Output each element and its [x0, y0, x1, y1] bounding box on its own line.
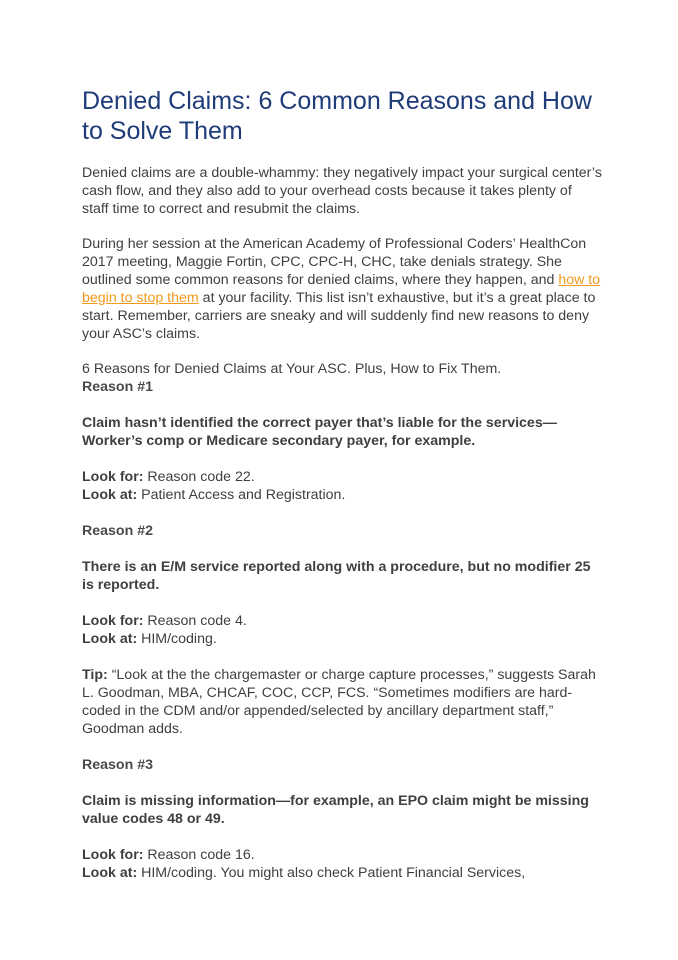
reason-3-look-for-value: Reason code 16. [143, 847, 255, 863]
stop-denials-link[interactable]: how to begin to stop them [82, 272, 601, 306]
reason-1-claim: Claim hasn’t identified the correct payer that’s liable for the services—Worker’s comp or Medicare secondary payer, for example. [82, 415, 557, 449]
intro-paragraph: Denied claims are a double-whammy: they negatively impact your surgical center’s cash flow, and they also add to your overhead costs because it takes plenty of staff time to correct and resubmit the claims. [82, 165, 602, 217]
reason-2-look-for [82, 612, 602, 630]
look-at-label: Look at: [82, 487, 138, 503]
reason-2-tip [82, 666, 602, 738]
reason-3-look-at-value: HIM/coding. You might also check Patient Financial Services, [137, 865, 526, 881]
tip-label: Tip: [82, 667, 108, 683]
look-at-label: Look at: [82, 865, 138, 881]
reason-3-look-block [82, 846, 602, 882]
reasons-heading: 6 Reasons for Denied Claims at Your ASC. Plus, How to Fix Them. [82, 361, 502, 377]
reason-1-look-block [82, 468, 602, 504]
reason-3 [82, 756, 602, 882]
reason-2-tip-text: “Look at the the chargemaster or charge capture processes,” suggests Sarah L. Goodman, MBA, CHCAF, COC, CCP, FCS. “Sometimes modifiers are hard-coded in the CDM and/or appended/selected by ancillary department staff,” Goodman adds. [82, 667, 596, 737]
reason-1 [82, 378, 602, 504]
session-paragraph [82, 235, 602, 343]
reason-3-claim: Claim is missing information—for example, an EPO claim might be missing value codes 48 or 49. [82, 793, 589, 827]
session-text-after-link: at your facility. This list isn’t exhaustive, but it’s a great place to start. Remember, carriers are sneaky and will suddenly find new reasons to deny your ASC’s claims. [82, 290, 596, 342]
session-text-before-link: During her session at the American Academy of Professional Coders’ HealthCon 2017 meeting, Maggie Fortin, CPC, CPC-H, CHC, take denials strategy. She outlined some common reasons for denied claims, where they happen, and [82, 236, 587, 288]
reason-3-look-for [82, 846, 602, 864]
reason-3-look-at [82, 864, 602, 882]
reason-3-label: Reason #3 [82, 757, 153, 773]
reason-2-label: Reason #2 [82, 523, 153, 539]
reason-1-label: Reason #1 [82, 379, 153, 395]
reason-1-look-for-value: Reason code 22. [143, 469, 255, 485]
reason-2-look-for-value: Reason code 4. [143, 613, 247, 629]
reason-2-look-at-value: HIM/coding. [137, 631, 217, 647]
reason-1-look-for [82, 468, 602, 486]
article-title: Denied Claims: 6 Common Reasons and How to Solve Them [82, 87, 592, 145]
reason-2-look-at [82, 630, 602, 648]
document-page [82, 86, 602, 882]
reason-2 [82, 522, 602, 738]
reason-1-look-at-value: Patient Access and Registration. [137, 487, 346, 503]
reason-1-look-at [82, 486, 602, 504]
reason-2-claim: There is an E/M service reported along with a procedure, but no modifier 25 is reported. [82, 559, 591, 593]
look-for-label: Look for: [82, 847, 144, 863]
look-for-label: Look for: [82, 613, 144, 629]
look-for-label: Look for: [82, 469, 144, 485]
look-at-label: Look at: [82, 631, 138, 647]
reason-2-look-block [82, 612, 602, 648]
